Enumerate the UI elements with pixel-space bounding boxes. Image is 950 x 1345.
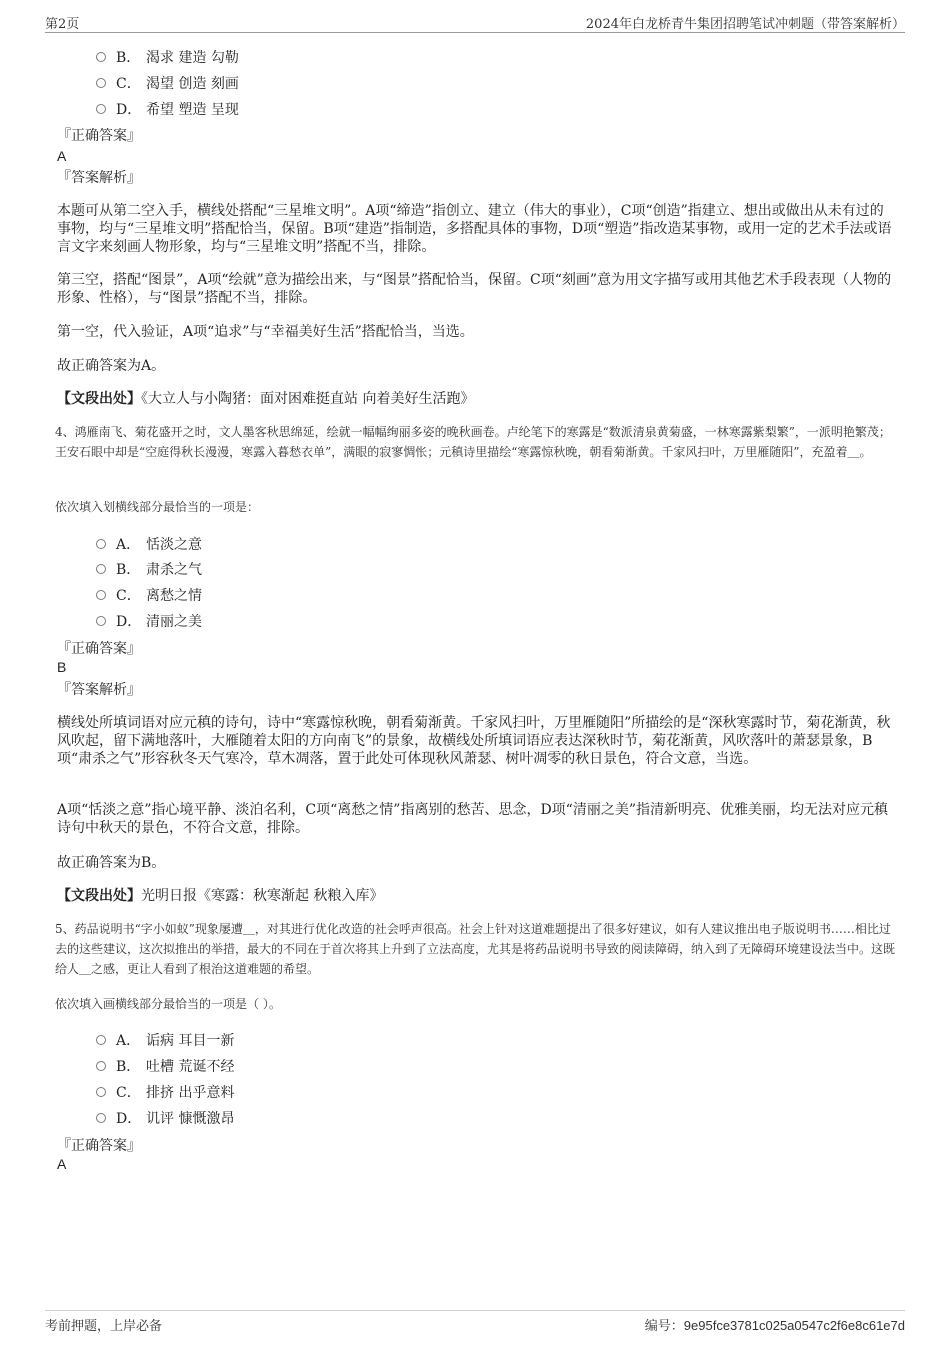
q3-analysis-p4: 故正确答案为A。 [57,358,166,374]
q3-option-c[interactable]: C． 渴望 创造 刻画 [96,75,239,93]
source-text: 光明日报《寒露：秋寒渐起 秋粮入库》 [141,888,384,904]
q4-analysis-label: 『答案解析』 [57,682,141,698]
q4-analysis-p3: 故正确答案为B。 [57,855,166,871]
source-text: 《大立人与小陶猪：面对困难挺直站 向着美好生活跑》 [141,391,475,407]
q4-analysis-p1: 横线处所填词语对应元稹的诗句，诗中“寒露惊秋晚，朝看菊渐黄。千家风扫叶，万里雁随阳”所描绘的是“深秋寒露时节，菊花渐黄，秋风吹起，留下满地落叶，大雁随着太阳的方向南飞”的景象，故横线处所填词语应表达深秋时节，菊花渐黄，风吹落叶的萧瑟景象，B项“肃杀之气”形容秋冬天气寒冷，草木凋落，置于此处可体现秋风萧瑟、树叶凋零的秋日景色，符合文意，当选。 [57,715,891,767]
radio-icon[interactable] [96,52,106,62]
radio-icon[interactable] [96,1087,106,1097]
page-number: 第2页 [45,17,80,32]
q5-option-d[interactable]: D． 讥评 慷慨激昂 [96,1110,234,1128]
radio-icon[interactable] [96,1061,106,1071]
footer-slogan: 考前押题，上岸必备 [45,1319,163,1334]
q4-option-a[interactable]: A． 恬淡之意 [96,536,202,554]
source-prefix: 【文段出处】 [57,888,141,904]
q4-question-text: 4、鸿雁南飞、菊花盛开之时，文人墨客秋思绵延，绘就一幅幅绚丽多姿的晚秋画卷。卢纶笔下的寒露是“数派清泉黄菊盛，一林寒露紫梨繁”，一派明艳繁茂；王安石眼中却是“空庭得秋长漫漫，寒露入暮愁衣单”，满眼的寂寥惆怅；元稹诗里描绘“寒露惊秋晚，朝看菊渐黄。千家风扫叶，万里雁随阳”，充盈着＿。 [55,425,891,459]
q3-analysis-label: 『答案解析』 [57,170,141,186]
code-label: 编号： [644,1319,684,1334]
q5-answer: A [57,1156,67,1172]
q3-answer-label: 『正确答案』 [57,128,141,144]
radio-icon[interactable] [96,590,106,600]
radio-icon[interactable] [96,539,106,549]
radio-icon[interactable] [96,616,106,626]
q4-answer-label: 『正确答案』 [57,641,141,657]
q4-answer: B [57,659,67,675]
page-header [45,10,905,33]
q3-analysis-p3: 第一空，代入验证，A项“追求”与“幸福美好生活”搭配恰当，当选。 [57,324,474,340]
code-value: 9e95fce3781c025a0547c2f6e8c61e7d [683,1318,905,1333]
q4-option-c[interactable]: C． 离愁之情 [96,587,202,605]
q4-option-b[interactable]: B． 肃杀之气 [96,561,202,579]
q3-answer: A [57,148,67,164]
q3-source [57,390,474,408]
q3-analysis-p2: 第三空，搭配“图景”，A项“绘就”意为描绘出来，与“图景”搭配恰当，保留。C项“刻画”意为用文字描写或用其他艺术手段表现（人物的形象、性格），与“图景”搭配不当，排除。 [57,272,892,306]
radio-icon[interactable] [96,1035,106,1045]
q3-analysis-p1: 本题可从第二空入手，横线处搭配“三星堆文明”。A项“缔造”指创立、建立（伟大的事业），C项“创造”指建立、想出或做出从未有过的事物，均与“三星堆文明”搭配恰当，保留。B项“建造”指制造，多搭配具体的事物，D项“塑造”指改造某事物，或用一定的艺术手法或语言文字来刻画人物形象，均与“三星堆文明”搭配不当，排除。 [57,203,892,255]
q5-question-text: 5、药品说明书“字小如蚁”现象屡遭＿，对其进行优化改造的社会呼声很高。社会上针对这道难题提出了很多好建议，如有人建议推出电子版说明书……相比过去的这些建议，这次拟推出的举措，最大的不同在于首次将其上升到了立法高度，尤其是将药品说明书导致的阅读障碍，纳入到了无障碍环境建设法当中。这既给人＿之感，更让人看到了根治这道难题的希望。 [55,922,896,976]
q5-prompt: 依次填入画横线部分最恰当的一项是（ ）。 [55,997,281,1011]
footer-code [645,1315,905,1334]
q5-answer-label: 『正确答案』 [57,1138,141,1154]
radio-icon[interactable] [96,564,106,574]
q5-option-b[interactable]: B． 吐槽 荒诞不经 [96,1058,234,1076]
q4-prompt: 依次填入划横线部分最恰当的一项是： [55,500,260,514]
radio-icon[interactable] [96,78,106,88]
page-footer [45,1310,905,1335]
q4-option-d[interactable]: D． 清丽之美 [96,613,202,631]
q5-option-a[interactable]: A． 诟病 耳目一新 [96,1032,234,1050]
q5-option-c[interactable]: C． 排挤 出乎意料 [96,1084,234,1102]
document-title: 2024年白龙桥青牛集团招聘笔试冲刺题（带答案解析） [585,17,905,32]
radio-icon[interactable] [96,1113,106,1123]
q3-option-b[interactable]: B． 渴求 建造 勾勒 [96,49,239,67]
q4-analysis-p2: A项“恬淡之意”指心境平静、淡泊名利，C项“离愁之情”指离别的愁苦、思念，D项“清丽之美”指清新明亮、优雅美丽，均无法对应元稹诗句中秋天的景色，不符合文意，排除。 [57,802,888,836]
q3-option-d[interactable]: D． 希望 塑造 呈现 [96,101,239,119]
radio-icon[interactable] [96,104,106,114]
q4-source [57,887,383,905]
source-prefix: 【文段出处】 [57,391,141,407]
